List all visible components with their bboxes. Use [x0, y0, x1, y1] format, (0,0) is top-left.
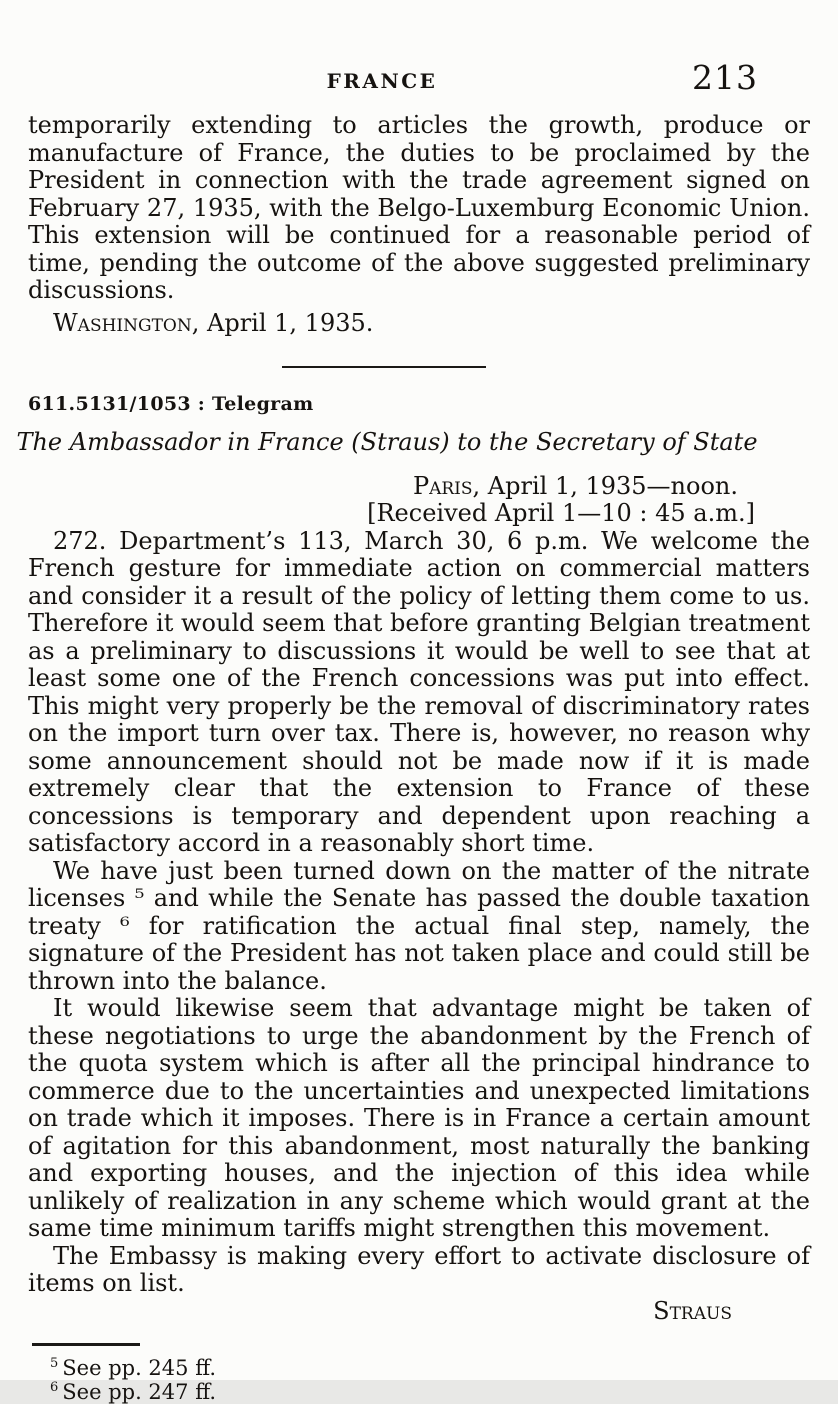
running-head: FRANCE: [326, 69, 438, 93]
telegram-paragraph-4: The Embassy is making every effort to activate disclosure of items on list.: [28, 1241, 810, 1297]
intro-paragraph: temporarily extending to articles the growth, produce or manufacture of France, the duties to be proclaimed by the President in connection with the trade agreement signed on February 27, 1935, with the Belgo-Luxemburg Economic Union. This extension will be continued for a reasonable period of time, pending the outcome of the above suggested preliminary discussions.: [28, 111, 810, 304]
footnote-6-text: See pp. 247 ff.: [62, 1380, 217, 1404]
telegram-paragraph-1: 272. Department’s 113, March 30, 6 p.m. We welcome the French gesture for immediate action on commercial matters and consider it a result of the policy of letting them come to us. Therefore it would seem that before granting Belgian treatment as a preliminary to discussions it would be well to see that at least some one of the French concessions was put into effect. This might very properly be the removal of discriminatory rates on the import turn over tax. There is, however, no reason why some announcement should not be made now if it is made extremely clear that the extension to France of these concessions is temporary and dependent upon reaching a satisfactory accord in a reasonably short time.: [28, 526, 810, 857]
footnote-5: [50, 1356, 810, 1380]
dateline-place: Paris: [412, 471, 473, 500]
page-number: 213: [692, 58, 758, 97]
section-separator-rule: [282, 366, 486, 368]
signature: Straus: [653, 1296, 732, 1325]
washington-date: , April 1, 1935.: [191, 308, 374, 337]
footnote-5-text: See pp. 245 ff.: [62, 1356, 217, 1380]
footnote-5-marker: 5: [50, 1356, 59, 1371]
footnote-rule: [32, 1343, 140, 1346]
footnote-6: [50, 1380, 810, 1404]
telegram-paragraph-3: It would likewise seem that advantage might be taken of these negotiations to urge the abandonment by the French of the quota system which is after all the principal hindrance to commerce due to the uncertainties and unexpected limitations on trade which it imposes. There is in France a certain amount of agitation for this abandonment, most naturally the banking and exporting houses, and the injection of this idea while unlikely of realization in any scheme which would grant at the same time minimum tariffs might strengthen this movement.: [28, 994, 810, 1242]
footnotes: [50, 1356, 810, 1404]
dateline-date: , April 1, 1935—noon.: [472, 471, 738, 500]
washington-dateline: [28, 310, 810, 338]
telegram-paragraph-2: We have just been turned down on the matter of the nitrate licenses ⁵ and while the Senate has passed the double taxation treaty ⁶ for ratification the actual final step, namely, the signature of the President has not taken place and could still be thrown into the balance.: [28, 856, 810, 995]
text-column: [16, 111, 810, 1404]
telegram-dateline: [28, 473, 810, 501]
footnote-6-marker: 6: [50, 1380, 59, 1395]
telegram-citation: 611.5131/1053 : Telegram: [28, 393, 314, 415]
received-line: [Received April 1—10 : 45 a.m.]: [367, 499, 755, 527]
washington-place: Washington: [53, 308, 192, 337]
telegram-heading: The Ambassador in France (Straus) to the Secretary of State: [16, 428, 758, 456]
